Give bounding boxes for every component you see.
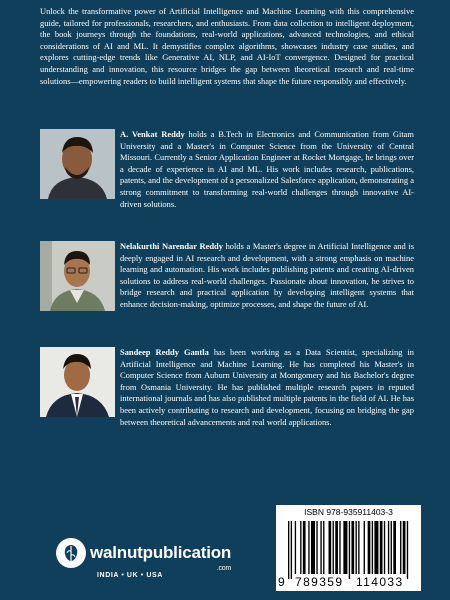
publisher-name: walnutpublication .com (90, 543, 231, 563)
barcode-left-digits: 789359 (295, 575, 344, 589)
barcode-first-digit: 9 (278, 575, 285, 589)
walnut-icon (56, 538, 86, 568)
barcode-right-digits: 114033 (356, 575, 404, 589)
publisher-domain: .com (216, 565, 232, 572)
author-photo-3 (40, 347, 115, 417)
author-name-3: Sandeep Reddy Gantla (120, 347, 209, 357)
author-name-2: Nelakurthi Narendar Reddy (120, 241, 223, 251)
isbn-label: ISBN 978-935911403-3 (304, 507, 393, 517)
author-bio-1 (40, 129, 414, 210)
barcode-bars (288, 521, 409, 579)
author-photo-2 (40, 241, 115, 311)
author-name-1: A. Venkat Reddy (120, 129, 185, 139)
publisher-countries: INDIA • UK • USA (97, 572, 163, 579)
author-text-1: holds a B.Tech in Electronics and Communication from Gitam University and a Master's in Computer Science from the University of Central Missouri. Currently a Senior Application Engineer at Rocket Mortgage, he brings over a decade of experience in AI and ML. His work includes research, publications, patents, and the development of a personalized Salesforce application, demonstrating a strong commitment to transforming real-world challenges through innovative AI-driven solutions. (120, 129, 414, 209)
isbn-barcode (276, 505, 421, 591)
author-text-3: has been working as a Data Scientist, specializing in Artificial Intelligence and Machine Learning. He has completed his Master's in Computer Science from Auburn University at Montgomery and his Bachelor's degree from Osmania University. He has published multiple research papers in reputed international journals and has also published multiple patents in the field of AI. He has been actively contributing to research and development, focusing on bridging the gap between theoretical advancements and real world applications. (120, 347, 414, 427)
author-text-2: holds a Master's degree in Artificial Intelligence and is deeply engaged in AI research and development, with a strong emphasis on machine learning and automation. His work includes publishing patents and creating AI-driven solutions to address real-world challenges. Passionate about innovation, he strives to bridge research and practical application by developing intelligent systems that enhance decision-making, optimize processes, and shape the future of AI. (120, 241, 414, 309)
author-bio-2 (40, 241, 414, 313)
publisher-logo (56, 538, 232, 572)
book-description: Unlock the transformative power of Artificial Intelligence and Machine Learning with this comprehensive guide, tailored for professionals, researchers, and enthusiasts. From data collection to intelligent deployment, the book journeys through the foundations, real-world applications, advanced technologies, and ethical considerations of AI and ML. It demystifies complex algorithms, showcases industry case studies, and explores cutting-edge trends like Generative AI, NLP, and AI-IoT convergence. Designed for practical understanding and innovation, this resource bridges the gap between theoretical research and real-time solutions—empowering readers to build intelligent systems that shape the future responsibly and effectively. (40, 6, 414, 86)
barcode-digits (276, 575, 421, 589)
author-bio-3 (40, 347, 414, 428)
author-photo-1 (40, 129, 115, 199)
